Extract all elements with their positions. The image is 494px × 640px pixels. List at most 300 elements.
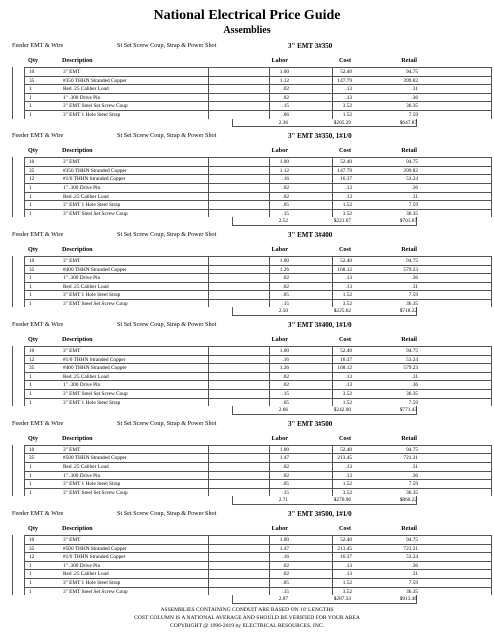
table-column-rule xyxy=(12,256,13,308)
footer-copyright: COPYRIGHT @ 1996-2019 by ELECTRICAL RESOURCES, INC. xyxy=(169,623,324,630)
row-qty: 35 xyxy=(29,77,35,84)
table-row xyxy=(24,101,492,110)
column-qty: Qty xyxy=(28,434,38,442)
table-column-rule xyxy=(269,346,270,406)
row-qty: 12 xyxy=(29,176,35,183)
row-labor: .15 xyxy=(282,391,289,398)
row-retail: .36 xyxy=(411,184,418,191)
column-cost: Cost xyxy=(338,245,351,253)
row-qty: 1 xyxy=(29,184,32,191)
row-labor: 1.12 xyxy=(279,167,289,174)
row-cost: .13 xyxy=(345,571,352,578)
table-row xyxy=(24,363,492,372)
row-retail: 53.24 xyxy=(406,554,418,561)
row-description: 1" .300 Drive Pin xyxy=(63,94,101,101)
column-header xyxy=(0,55,494,67)
total-retail: $913.46 xyxy=(399,596,417,603)
row-qty: 1 xyxy=(29,464,32,470)
row-cost: 3.52 xyxy=(342,391,352,398)
row-qty: 1 xyxy=(29,472,32,479)
row-labor: .02 xyxy=(282,283,289,290)
table-row xyxy=(24,488,492,497)
row-qty: 1 xyxy=(29,94,32,101)
column-retail: Retail xyxy=(401,524,417,532)
row-description: 3" EMT xyxy=(63,348,81,355)
column-labor: Labor xyxy=(271,245,288,253)
row-labor: 1.26 xyxy=(279,365,289,372)
row-labor: .05 xyxy=(282,481,289,488)
column-retail: Retail xyxy=(401,336,417,344)
table-row xyxy=(24,552,492,561)
total-retail: $718.22 xyxy=(399,308,417,315)
row-qty: 1 xyxy=(29,489,32,496)
table-row xyxy=(24,273,492,282)
row-cost: .13 xyxy=(345,472,352,479)
section-category: Feeder EMT & Wire xyxy=(12,419,64,427)
column-header xyxy=(0,334,494,346)
row-labor: .15 xyxy=(282,103,289,110)
row-description: Red .25 Caliber Load xyxy=(63,464,109,470)
column-description: Description xyxy=(62,336,93,344)
row-qty: 10 xyxy=(29,446,35,453)
table-column-rule xyxy=(269,535,270,595)
item-table xyxy=(0,157,494,217)
row-qty: 1 xyxy=(29,562,32,569)
column-labor: Labor xyxy=(271,524,288,532)
footer-note-lengths: ASSEMBLIES CONTAINING CONDUIT ARE BASED ON 10' LENGTHS xyxy=(160,607,334,613)
row-retail: 53.24 xyxy=(406,176,418,183)
column-cost: Cost xyxy=(338,147,351,155)
section-total xyxy=(0,119,494,128)
column-header xyxy=(0,523,494,535)
row-retail: 36.35 xyxy=(406,210,418,217)
table-column-rule xyxy=(12,67,13,119)
section-assembly: 3" EMT 3#350, 1#1/0 xyxy=(288,132,352,141)
row-retail: .31 xyxy=(411,86,418,93)
row-description: 3" EMT Steel Set Screw Coup xyxy=(63,588,128,595)
column-retail: Retail xyxy=(401,147,417,155)
row-description: 3" EMT xyxy=(63,69,81,75)
row-qty: 12 xyxy=(29,554,35,561)
row-description: Red .25 Caliber Load xyxy=(63,86,109,93)
total-cost: $242.00 xyxy=(333,407,351,414)
row-cost: 147.79 xyxy=(337,77,352,84)
row-retail: 579.23 xyxy=(403,365,418,372)
section-assembly: 3" EMT 3#400 xyxy=(288,230,333,239)
row-labor: .16 xyxy=(282,176,289,183)
row-retail: 94.75 xyxy=(406,257,418,264)
row-retail: 94.75 xyxy=(406,159,418,166)
row-labor: .02 xyxy=(282,193,289,200)
item-table xyxy=(0,346,494,406)
row-retail: 399.82 xyxy=(403,167,418,174)
row-qty: 10 xyxy=(29,536,35,543)
row-description: 1" .300 Drive Pin xyxy=(63,275,101,282)
row-qty: 35 xyxy=(29,455,35,462)
table-column-rule xyxy=(332,67,333,119)
table-row xyxy=(24,544,492,553)
row-cost: .13 xyxy=(345,86,352,93)
row-description: 3" EMT 1 Hole Steel Strap xyxy=(63,579,121,586)
table-row xyxy=(24,479,492,488)
row-description: Red .25 Caliber Load xyxy=(63,193,109,200)
row-retail: .31 xyxy=(411,283,418,290)
table-row xyxy=(24,157,492,166)
row-labor: .16 xyxy=(282,356,289,363)
row-labor: 1.00 xyxy=(279,257,289,264)
item-table xyxy=(0,535,494,595)
table-column-rule xyxy=(208,157,209,217)
row-qty: 1 xyxy=(29,399,32,406)
row-retail: .36 xyxy=(411,94,418,101)
row-cost: .13 xyxy=(345,275,352,282)
row-labor: .06 xyxy=(282,111,289,118)
table-row xyxy=(24,355,492,364)
item-table xyxy=(0,67,494,119)
column-description: Description xyxy=(62,147,93,155)
column-qty: Qty xyxy=(28,57,38,64)
row-cost: .13 xyxy=(345,464,352,470)
table-column-rule xyxy=(208,346,209,406)
table-row xyxy=(24,578,492,587)
assembly-section xyxy=(0,40,494,127)
table-row xyxy=(24,256,492,265)
column-retail: Retail xyxy=(401,57,417,64)
section-header xyxy=(0,319,494,331)
row-labor: .02 xyxy=(282,275,289,282)
row-cost: .13 xyxy=(345,283,352,290)
row-cost: 3.52 xyxy=(342,588,352,595)
row-description: 3" EMT xyxy=(63,536,81,543)
row-qty: 10 xyxy=(29,257,35,264)
row-retail: 36.35 xyxy=(406,489,418,496)
section-header xyxy=(0,229,494,241)
table-column-rule xyxy=(208,67,209,119)
row-qty: 1 xyxy=(29,275,32,282)
table-column-rule xyxy=(332,535,333,595)
table-column-rule xyxy=(269,157,270,217)
column-qty: Qty xyxy=(28,245,38,253)
row-retail: 7.59 xyxy=(408,292,418,299)
section-total xyxy=(0,496,494,505)
table-column-rule xyxy=(208,445,209,497)
table-row xyxy=(24,290,492,299)
row-description: 3" EMT 1 Hole Steel Strap xyxy=(63,292,121,299)
row-retail: 94.75 xyxy=(406,348,418,355)
row-labor: .05 xyxy=(282,202,289,209)
row-cost: .13 xyxy=(345,184,352,191)
row-labor: .05 xyxy=(282,292,289,299)
section-method: St Set Screw Coup, Strap & Power Shot xyxy=(117,230,217,238)
item-table xyxy=(0,256,494,308)
assembly-sections xyxy=(0,38,494,604)
row-cost: 1.52 xyxy=(342,292,352,299)
row-cost: 1.52 xyxy=(342,111,352,118)
section-header xyxy=(0,418,494,430)
row-labor: 1.00 xyxy=(279,446,289,453)
row-description: 3" EMT Steel Set Screw Coup xyxy=(63,489,128,496)
row-cost: 52.40 xyxy=(340,257,352,264)
row-cost: 3.52 xyxy=(342,489,352,496)
row-cost: 213.45 xyxy=(337,545,352,552)
row-cost: 3.52 xyxy=(342,103,352,110)
table-column-rule xyxy=(269,445,270,497)
row-labor: .05 xyxy=(282,399,289,406)
column-description: Description xyxy=(62,524,93,532)
table-row xyxy=(24,372,492,381)
row-description: 3" EMT 1 Hole Steel Strap xyxy=(63,111,121,118)
row-retail: 36.35 xyxy=(406,300,418,307)
row-retail: 7.59 xyxy=(408,111,418,118)
table-row xyxy=(24,110,492,119)
row-labor: 1.47 xyxy=(279,455,289,462)
section-category: Feeder EMT & Wire xyxy=(12,509,64,517)
row-retail: 721.21 xyxy=(403,545,418,552)
table-row xyxy=(24,174,492,183)
row-cost: .13 xyxy=(345,373,352,380)
row-description: #500 THHN Stranded Copper xyxy=(63,455,127,462)
row-qty: 1 xyxy=(29,210,32,217)
column-cost: Cost xyxy=(338,57,351,64)
section-total xyxy=(0,406,494,415)
row-qty: 10 xyxy=(29,348,35,355)
row-description: #500 THHN Stranded Copper xyxy=(63,545,127,552)
row-description: 1" .300 Drive Pin xyxy=(63,382,101,389)
row-description: Red .25 Caliber Load xyxy=(63,571,109,578)
row-labor: .02 xyxy=(282,86,289,93)
column-labor: Labor xyxy=(271,147,288,155)
section-assembly: 3" EMT 3#500 xyxy=(288,419,333,428)
row-description: 3" EMT 1 Hole Steel Strap xyxy=(63,399,121,406)
item-table xyxy=(0,445,494,497)
row-cost: 1.52 xyxy=(342,399,352,406)
row-qty: 35 xyxy=(29,167,35,174)
row-retail: 94.75 xyxy=(406,536,418,543)
row-labor: 1.12 xyxy=(279,77,289,84)
row-cost: 52.40 xyxy=(340,446,352,453)
footer-note-cost: COST COLUMN IS A NATIONAL AVERAGE AND SHOULD BE VERIFIED FOR YOUR AREA xyxy=(134,615,360,622)
section-assembly: 3" EMT 3#350 xyxy=(288,42,333,50)
row-labor: .05 xyxy=(282,579,289,586)
section-category: Feeder EMT & Wire xyxy=(12,132,64,140)
column-header xyxy=(0,145,494,157)
section-method: St Set Screw Coup, Strap & Power Shot xyxy=(117,132,217,140)
row-qty: 35 xyxy=(29,266,35,273)
row-labor: 1.00 xyxy=(279,348,289,355)
row-cost: 3.52 xyxy=(342,300,352,307)
column-qty: Qty xyxy=(28,336,38,344)
column-cost: Cost xyxy=(338,434,351,442)
row-qty: 1 xyxy=(29,193,32,200)
table-column-rule xyxy=(269,67,270,119)
row-retail: 94.75 xyxy=(406,446,418,453)
section-assembly: 3" EMT 3#500, 1#1/0 xyxy=(288,509,352,518)
page-subtitle: Assemblies xyxy=(223,25,271,36)
table-row xyxy=(24,84,492,93)
table-column-rule xyxy=(12,157,13,217)
total-labor: 2.52 xyxy=(278,218,288,225)
column-cost: Cost xyxy=(338,524,351,532)
row-labor: .02 xyxy=(282,562,289,569)
row-labor: .15 xyxy=(282,210,289,217)
row-description: #350 THHN Stranded Copper xyxy=(63,167,127,174)
table-row xyxy=(24,93,492,102)
row-retail: 53.24 xyxy=(406,356,418,363)
table-row xyxy=(24,445,492,454)
row-cost: 1.52 xyxy=(342,579,352,586)
row-labor: 1.26 xyxy=(279,266,289,273)
column-description: Description xyxy=(62,434,93,442)
row-labor: .02 xyxy=(282,373,289,380)
table-row xyxy=(24,265,492,274)
table-column-rule xyxy=(332,445,333,497)
table-row xyxy=(24,462,492,471)
section-assembly: 3" EMT 3#400, 1#1/0 xyxy=(288,321,352,330)
table-column-rule xyxy=(208,256,209,308)
row-labor: .15 xyxy=(282,489,289,496)
column-labor: Labor xyxy=(271,434,288,442)
table-row xyxy=(24,587,492,596)
section-method: St Set Screw Coup, Strap & Power Shot xyxy=(117,321,217,329)
section-method: St Set Screw Coup, Strap & Power Shot xyxy=(117,419,217,427)
row-description: #1/0 THHN Stranded Copper xyxy=(63,176,126,183)
total-cost: $221.67 xyxy=(333,218,351,225)
row-cost: 16.37 xyxy=(340,176,352,183)
table-row xyxy=(24,183,492,192)
total-labor: 2.87 xyxy=(278,596,288,603)
page-footer xyxy=(0,606,494,631)
total-retail: $701.07 xyxy=(399,218,417,225)
row-description: 3" EMT xyxy=(63,257,81,264)
row-description: #400 THHN Stranded Copper xyxy=(63,365,127,372)
total-cost: $225.62 xyxy=(333,308,351,315)
section-header xyxy=(0,508,494,520)
row-qty: 1 xyxy=(29,391,32,398)
row-labor: .02 xyxy=(282,464,289,470)
row-retail: .31 xyxy=(411,464,418,470)
row-retail: .36 xyxy=(411,562,418,569)
total-retail: $647.87 xyxy=(399,119,417,126)
row-qty: 10 xyxy=(29,159,35,166)
table-column-rule xyxy=(12,535,13,595)
table-row xyxy=(24,453,492,462)
row-description: 3" EMT Steel Set Screw Coup xyxy=(63,210,128,217)
row-qty: 1 xyxy=(29,283,32,290)
row-retail: 94.75 xyxy=(406,69,418,75)
row-cost: .13 xyxy=(345,562,352,569)
table-row xyxy=(24,200,492,209)
row-retail: .36 xyxy=(411,275,418,282)
row-description: 3" EMT Steel Set Screw Coup xyxy=(63,103,128,110)
table-row xyxy=(24,398,492,407)
table-row xyxy=(24,569,492,578)
row-qty: 1 xyxy=(29,300,32,307)
row-labor: .15 xyxy=(282,588,289,595)
table-column-rule xyxy=(332,346,333,406)
row-cost: 16.37 xyxy=(340,356,352,363)
row-labor: .02 xyxy=(282,94,289,101)
section-total xyxy=(0,217,494,226)
section-method: St Set Screw Coup, Strap & Power Shot xyxy=(117,509,217,517)
row-cost: .13 xyxy=(345,382,352,389)
total-labor: 2.36 xyxy=(278,119,288,126)
row-retail: .31 xyxy=(411,193,418,200)
row-description: 1" .300 Drive Pin xyxy=(63,184,101,191)
assembly-section xyxy=(0,130,494,226)
row-retail: 7.59 xyxy=(408,202,418,209)
column-qty: Qty xyxy=(28,147,38,155)
row-qty: 1 xyxy=(29,86,32,93)
section-category: Feeder EMT & Wire xyxy=(12,321,64,329)
column-description: Description xyxy=(62,245,93,253)
row-description: Red .25 Caliber Load xyxy=(63,283,109,290)
assembly-section xyxy=(0,508,494,604)
row-description: 3" EMT xyxy=(63,446,81,453)
column-header xyxy=(0,433,494,445)
row-labor: 1.00 xyxy=(279,159,289,166)
row-labor: .02 xyxy=(282,382,289,389)
assembly-section xyxy=(0,229,494,316)
row-retail: 399.82 xyxy=(403,77,418,84)
row-retail: 7.59 xyxy=(408,481,418,488)
table-column-rule xyxy=(332,256,333,308)
section-category: Feeder EMT & Wire xyxy=(12,42,64,49)
row-cost: 168.12 xyxy=(337,266,352,273)
row-cost: 1.52 xyxy=(342,481,352,488)
row-description: 1" .300 Drive Pin xyxy=(63,472,101,479)
row-qty: 1 xyxy=(29,373,32,380)
row-retail: 579.23 xyxy=(403,266,418,273)
row-qty: 12 xyxy=(29,356,35,363)
row-retail: .31 xyxy=(411,373,418,380)
row-retail: 36.35 xyxy=(406,391,418,398)
assembly-section xyxy=(0,418,494,505)
section-total xyxy=(0,307,494,316)
column-labor: Labor xyxy=(271,336,288,344)
row-description: 3" EMT Steel Set Screw Coup xyxy=(63,300,128,307)
row-qty: 10 xyxy=(29,69,35,75)
row-cost: .13 xyxy=(345,94,352,101)
column-qty: Qty xyxy=(28,524,38,532)
total-cost: $287.33 xyxy=(333,596,351,603)
table-row xyxy=(24,346,492,355)
row-retail: 36.35 xyxy=(406,588,418,595)
table-row xyxy=(24,67,492,76)
row-qty: 1 xyxy=(29,202,32,209)
table-column-rule xyxy=(12,445,13,497)
table-row xyxy=(24,282,492,291)
table-row xyxy=(24,192,492,201)
table-column-rule xyxy=(208,535,209,595)
row-qty: 1 xyxy=(29,103,32,110)
row-labor: 1.47 xyxy=(279,545,289,552)
total-labor: 2.50 xyxy=(278,308,288,315)
row-qty: 1 xyxy=(29,292,32,299)
row-qty: 35 xyxy=(29,545,35,552)
table-row xyxy=(24,561,492,570)
row-description: #400 THHN Stranded Copper xyxy=(63,266,127,273)
row-qty: 1 xyxy=(29,579,32,586)
row-description: 3" EMT 1 Hole Steel Strap xyxy=(63,202,121,209)
row-description: 1" .300 Drive Pin xyxy=(63,562,101,569)
row-retail: 36.35 xyxy=(406,103,418,110)
row-labor: .02 xyxy=(282,571,289,578)
row-description: 3" EMT xyxy=(63,159,81,166)
table-row xyxy=(24,535,492,544)
row-retail: .36 xyxy=(411,472,418,479)
row-cost: 213.45 xyxy=(337,455,352,462)
total-cost: $205.29 xyxy=(333,119,351,126)
